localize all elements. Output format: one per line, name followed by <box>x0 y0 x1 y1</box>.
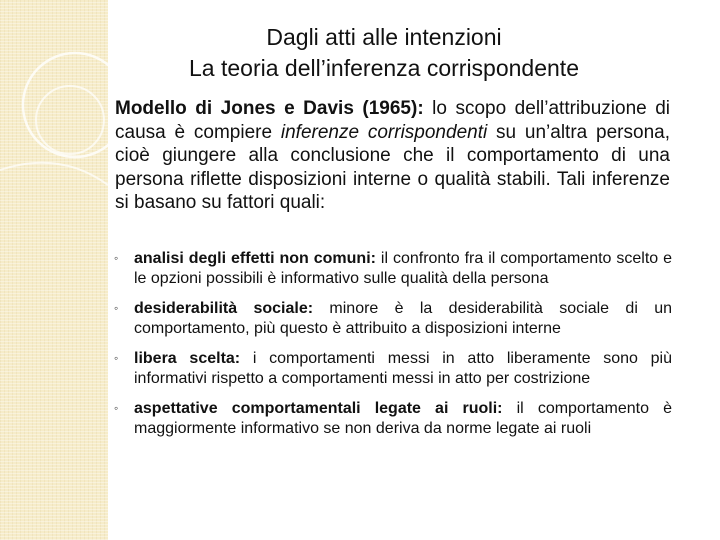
factor-term: desiderabilità sociale: <box>134 300 314 317</box>
decorative-swirl <box>0 0 108 540</box>
intro-paragraph <box>115 97 670 215</box>
intro-text-1: lo scopo dell’attribuzione di causa è compiere <box>115 98 671 143</box>
bullet-marker-icon: ◦ <box>114 301 119 315</box>
factor-description: il confronto fra il comportamento scelto e le opzioni possibili è informativo sulle qualità della persona <box>134 250 673 287</box>
factor-description: i comportamenti messi in atto liberamente sono più informativi rispetto a comportamenti messi in atto per costrizione <box>134 350 672 387</box>
title-line-1: Dagli atti alle intenzioni <box>266 24 502 50</box>
factor-term: libera scelta: <box>134 350 241 367</box>
intro-italic-term: inferenze corrispondenti <box>280 121 488 143</box>
list-item <box>112 349 672 388</box>
bullet-marker-icon: ◦ <box>114 251 119 265</box>
title-line-2: La teoria dell’inferenza corrispondente <box>189 55 579 81</box>
bullet-marker-icon: ◦ <box>114 351 119 365</box>
factor-list <box>112 249 672 449</box>
intro-model-name: Modello di Jones e Davis (1965): <box>115 98 424 119</box>
bullet-marker-icon: ◦ <box>114 401 119 415</box>
list-item <box>112 399 672 438</box>
factor-description: il comportamento è maggiormente informativo se non deriva da norme legate ai ruoli <box>134 400 672 437</box>
factor-description: minore è la desiderabilità sociale di un comportamento, più questo è attribuito a disposizioni interne <box>134 300 672 337</box>
intro-text-2: su un’altra persona, cioè giungere alla conclusione che il comportamento di una persona riflette disposizioni interne o qualità stabili. Tali inferenze si basano su fattori quali: <box>115 121 670 213</box>
list-item <box>112 249 672 288</box>
list-item <box>112 299 672 338</box>
slide-title <box>108 22 660 84</box>
factor-term: aspettative comportamentali legate ai ruoli: <box>134 400 503 417</box>
factor-term: analisi degli effetti non comuni: <box>134 250 376 267</box>
